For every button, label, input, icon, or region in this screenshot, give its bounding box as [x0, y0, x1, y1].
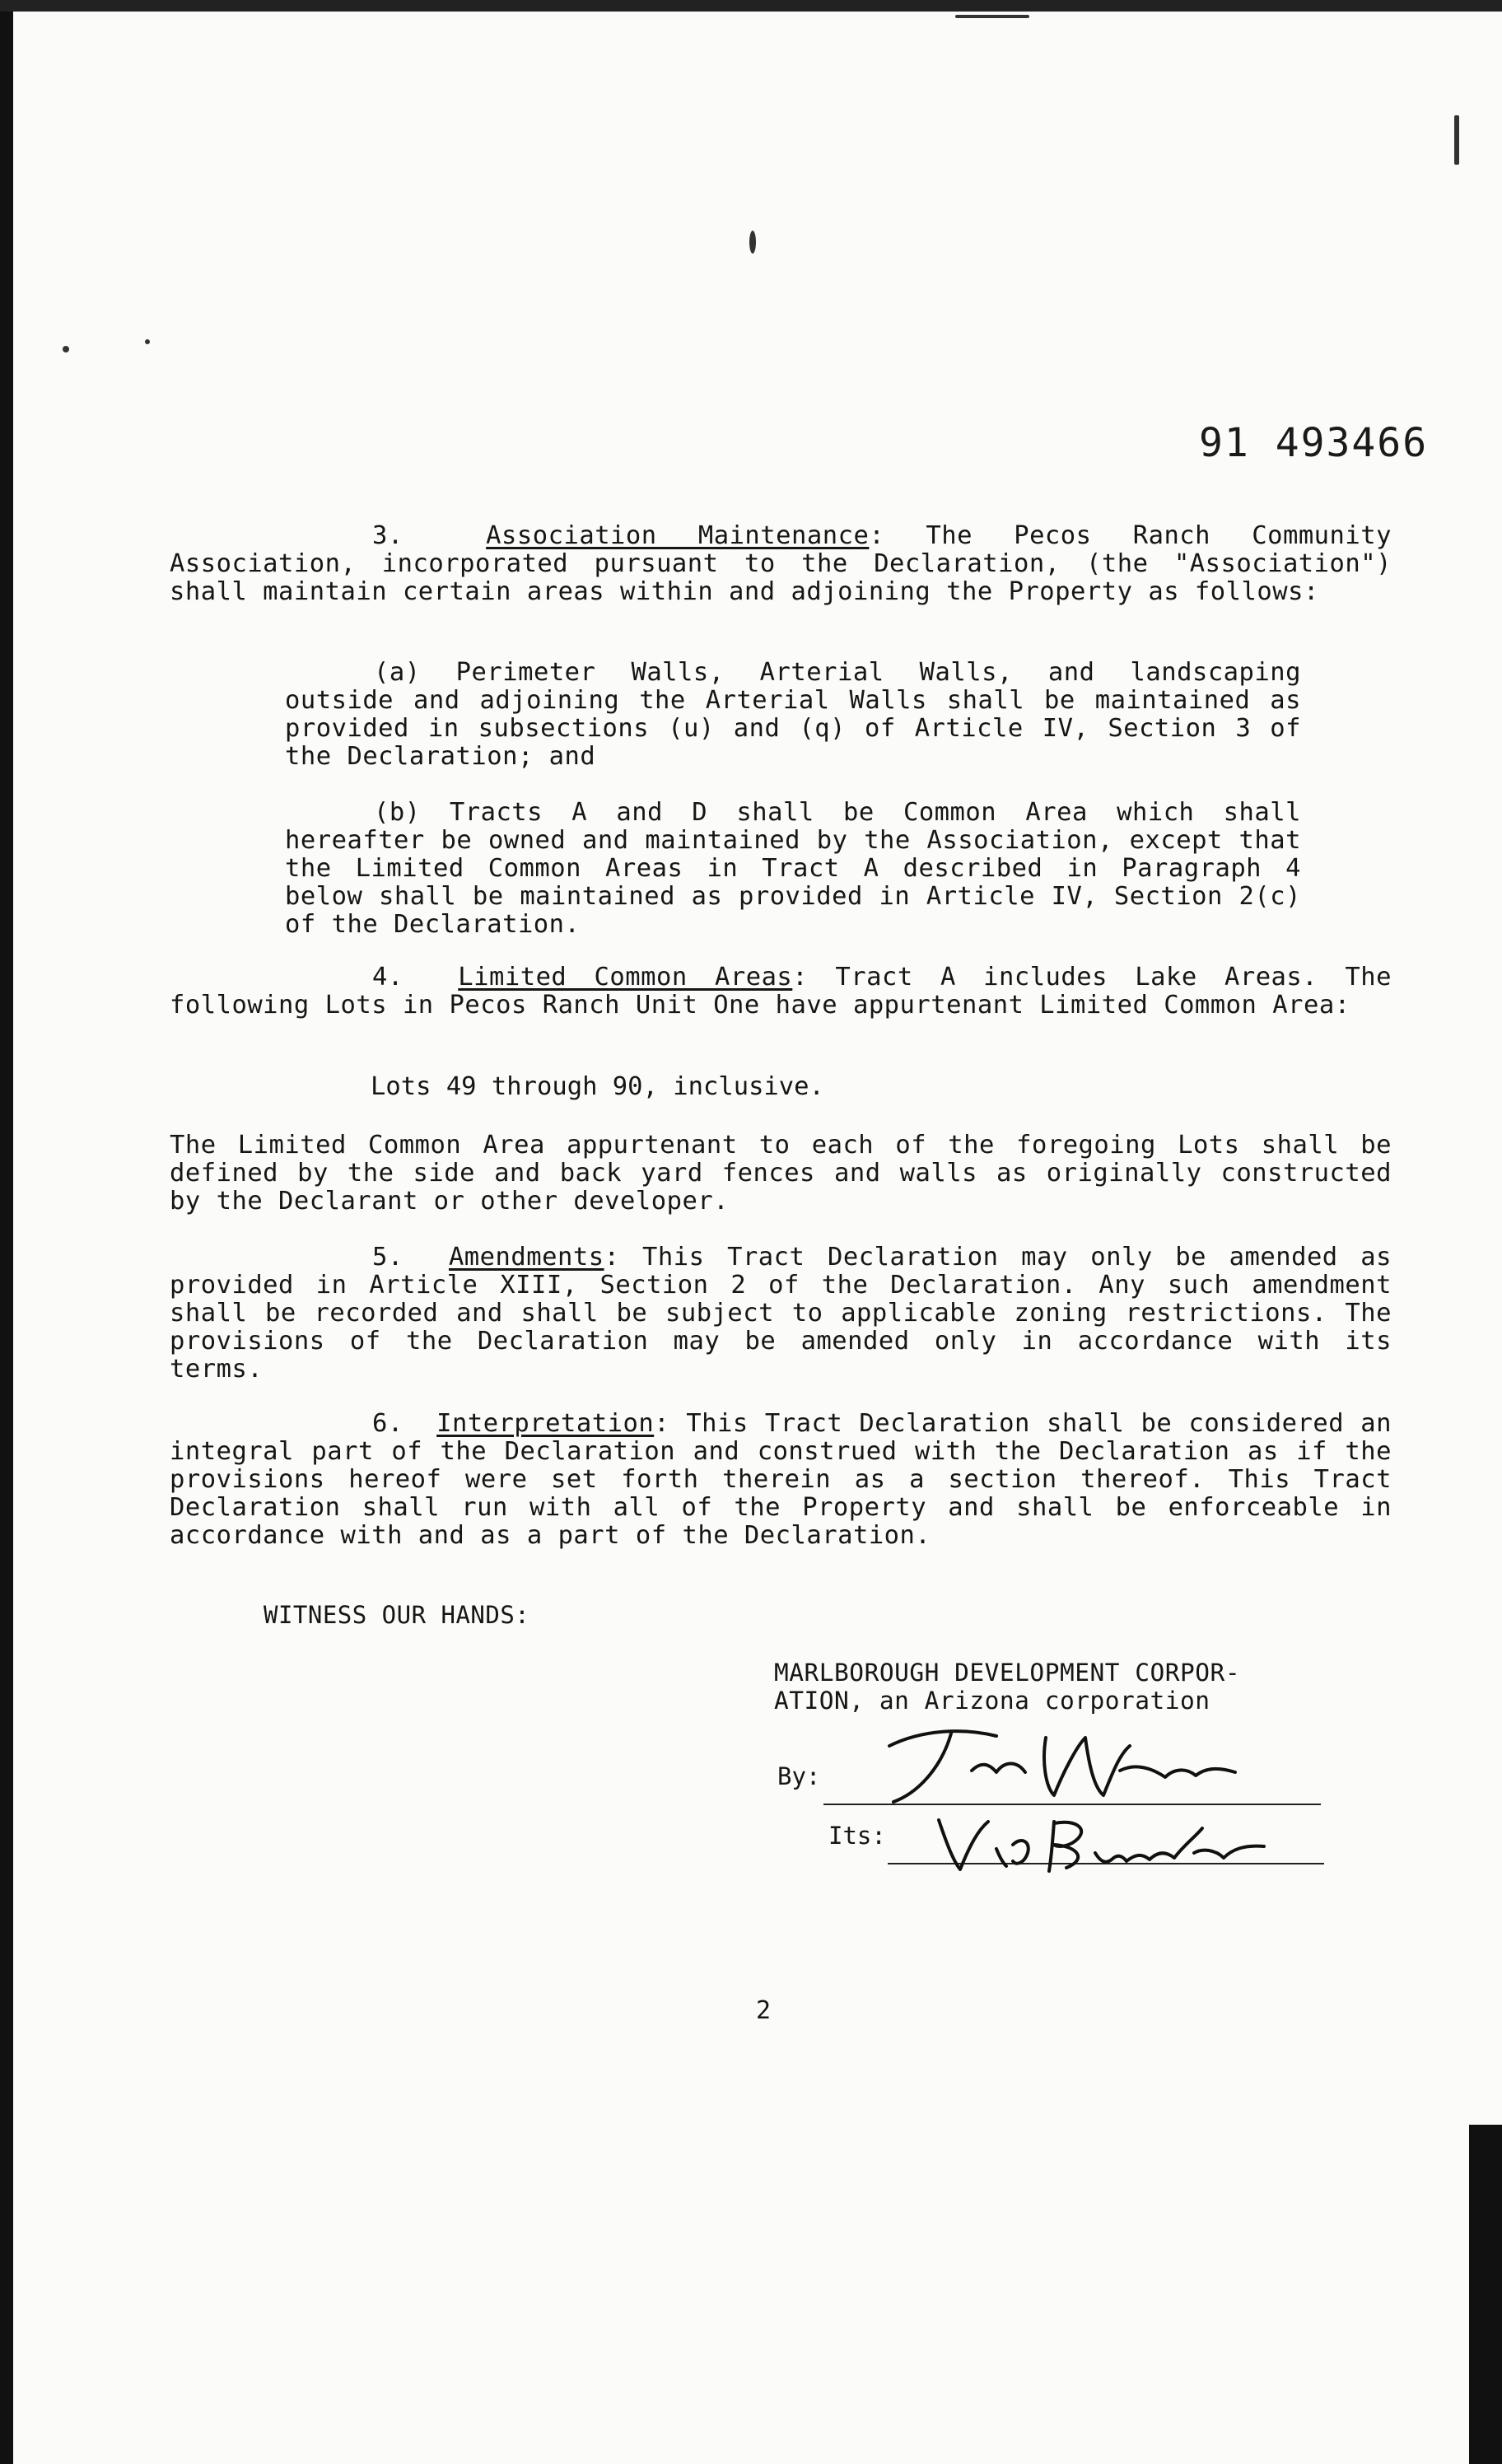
section-text: : The Pecos Ranch Community Association, incorporated pursuant to the Declaration, (the "Association") shall maintain certain areas within and adjoining the Property as follows: — [170, 521, 1392, 606]
section-heading: Interpretation — [436, 1409, 655, 1438]
section-number: 5. — [372, 1243, 403, 1272]
scan-speck — [145, 339, 150, 344]
corporation-block — [774, 1659, 1240, 1715]
corporation-name-line2: ATION, an Arizona corporation — [774, 1687, 1210, 1715]
limited-common-area-definition: The Limited Common Area appurtenant to each of the foregoing Lots shall be defined by the side and back yard fences and walls as originally constructed by the Declarant or other developer. — [170, 1131, 1392, 1216]
section-3b-paragraph — [285, 799, 1301, 939]
section-heading: Limited Common Areas — [458, 963, 793, 992]
scan-speck — [955, 15, 1029, 18]
scan-speck — [749, 231, 756, 254]
lots-range: Lots 49 through 90, inclusive. — [371, 1072, 824, 1101]
by-label: By: — [777, 1762, 821, 1790]
section-text: : Tract A includes Lake Areas. The following Lots in Pecos Ranch Unit One have appurtenant Limited Common Area: — [170, 963, 1392, 1020]
subsection-text: (b) Tracts A and D shall be Common Area which shall hereafter be owned and maintained by the Association, except that the Limited Common Areas in Tract A described in Paragraph 4 below shall be maintained as provided in Article IV, Section 2(c) of the Declaration. — [285, 798, 1301, 939]
section-6-paragraph — [170, 1410, 1392, 1550]
section-heading: Amendments — [448, 1243, 604, 1272]
scan-speck — [63, 346, 69, 352]
scan-speck — [1454, 115, 1459, 165]
recording-number: 91 493466 — [1199, 420, 1429, 466]
scan-edge-bottom-right — [1469, 2125, 1502, 2464]
section-4-paragraph — [170, 964, 1392, 1020]
witness-line: WITNESS OUR HANDS: — [264, 1601, 530, 1629]
scan-edge-left — [0, 0, 13, 2464]
page-number: 2 — [756, 1996, 772, 2025]
section-3-paragraph — [170, 522, 1392, 606]
handwritten-title-signature — [931, 1812, 1276, 1878]
section-heading: Association Maintenance — [486, 521, 870, 550]
section-number: 6. — [372, 1409, 403, 1438]
scan-edge-top — [0, 0, 1502, 12]
handwritten-signature — [873, 1713, 1252, 1812]
section-number: 3. — [372, 521, 403, 550]
its-label: Its: — [828, 1822, 886, 1850]
section-number: 4. — [372, 963, 403, 992]
corporation-name-line1: MARLBOROUGH DEVELOPMENT CORPOR- — [774, 1659, 1241, 1687]
subsection-text: (a) Perimeter Walls, Arterial Walls, and landscaping outside and adjoining the Arterial Walls shall be maintained as provided in subsections (u) and (q) of Article IV, Section 3 of the Declaration; and — [285, 658, 1301, 771]
section-3a-paragraph — [285, 659, 1301, 771]
section-text: : This Tract Declaration may only be amended as provided in Article XIII, Section 2 of the Declaration. Any such amendment shall be recorded and shall be subject to applicable zoning restrictions. The provisions of the Declaration may be amended only in accordance with its terms. — [170, 1243, 1392, 1384]
section-text: : This Tract Declaration shall be considered an integral part of the Declaration and construed with the Declaration as if the provisions hereof were set forth therein as a section thereof. This Tract Declaration shall run with all of the Property and shall be enforceable in accordance with and as a part of the Declaration. — [170, 1409, 1392, 1550]
section-5-paragraph — [170, 1244, 1392, 1384]
